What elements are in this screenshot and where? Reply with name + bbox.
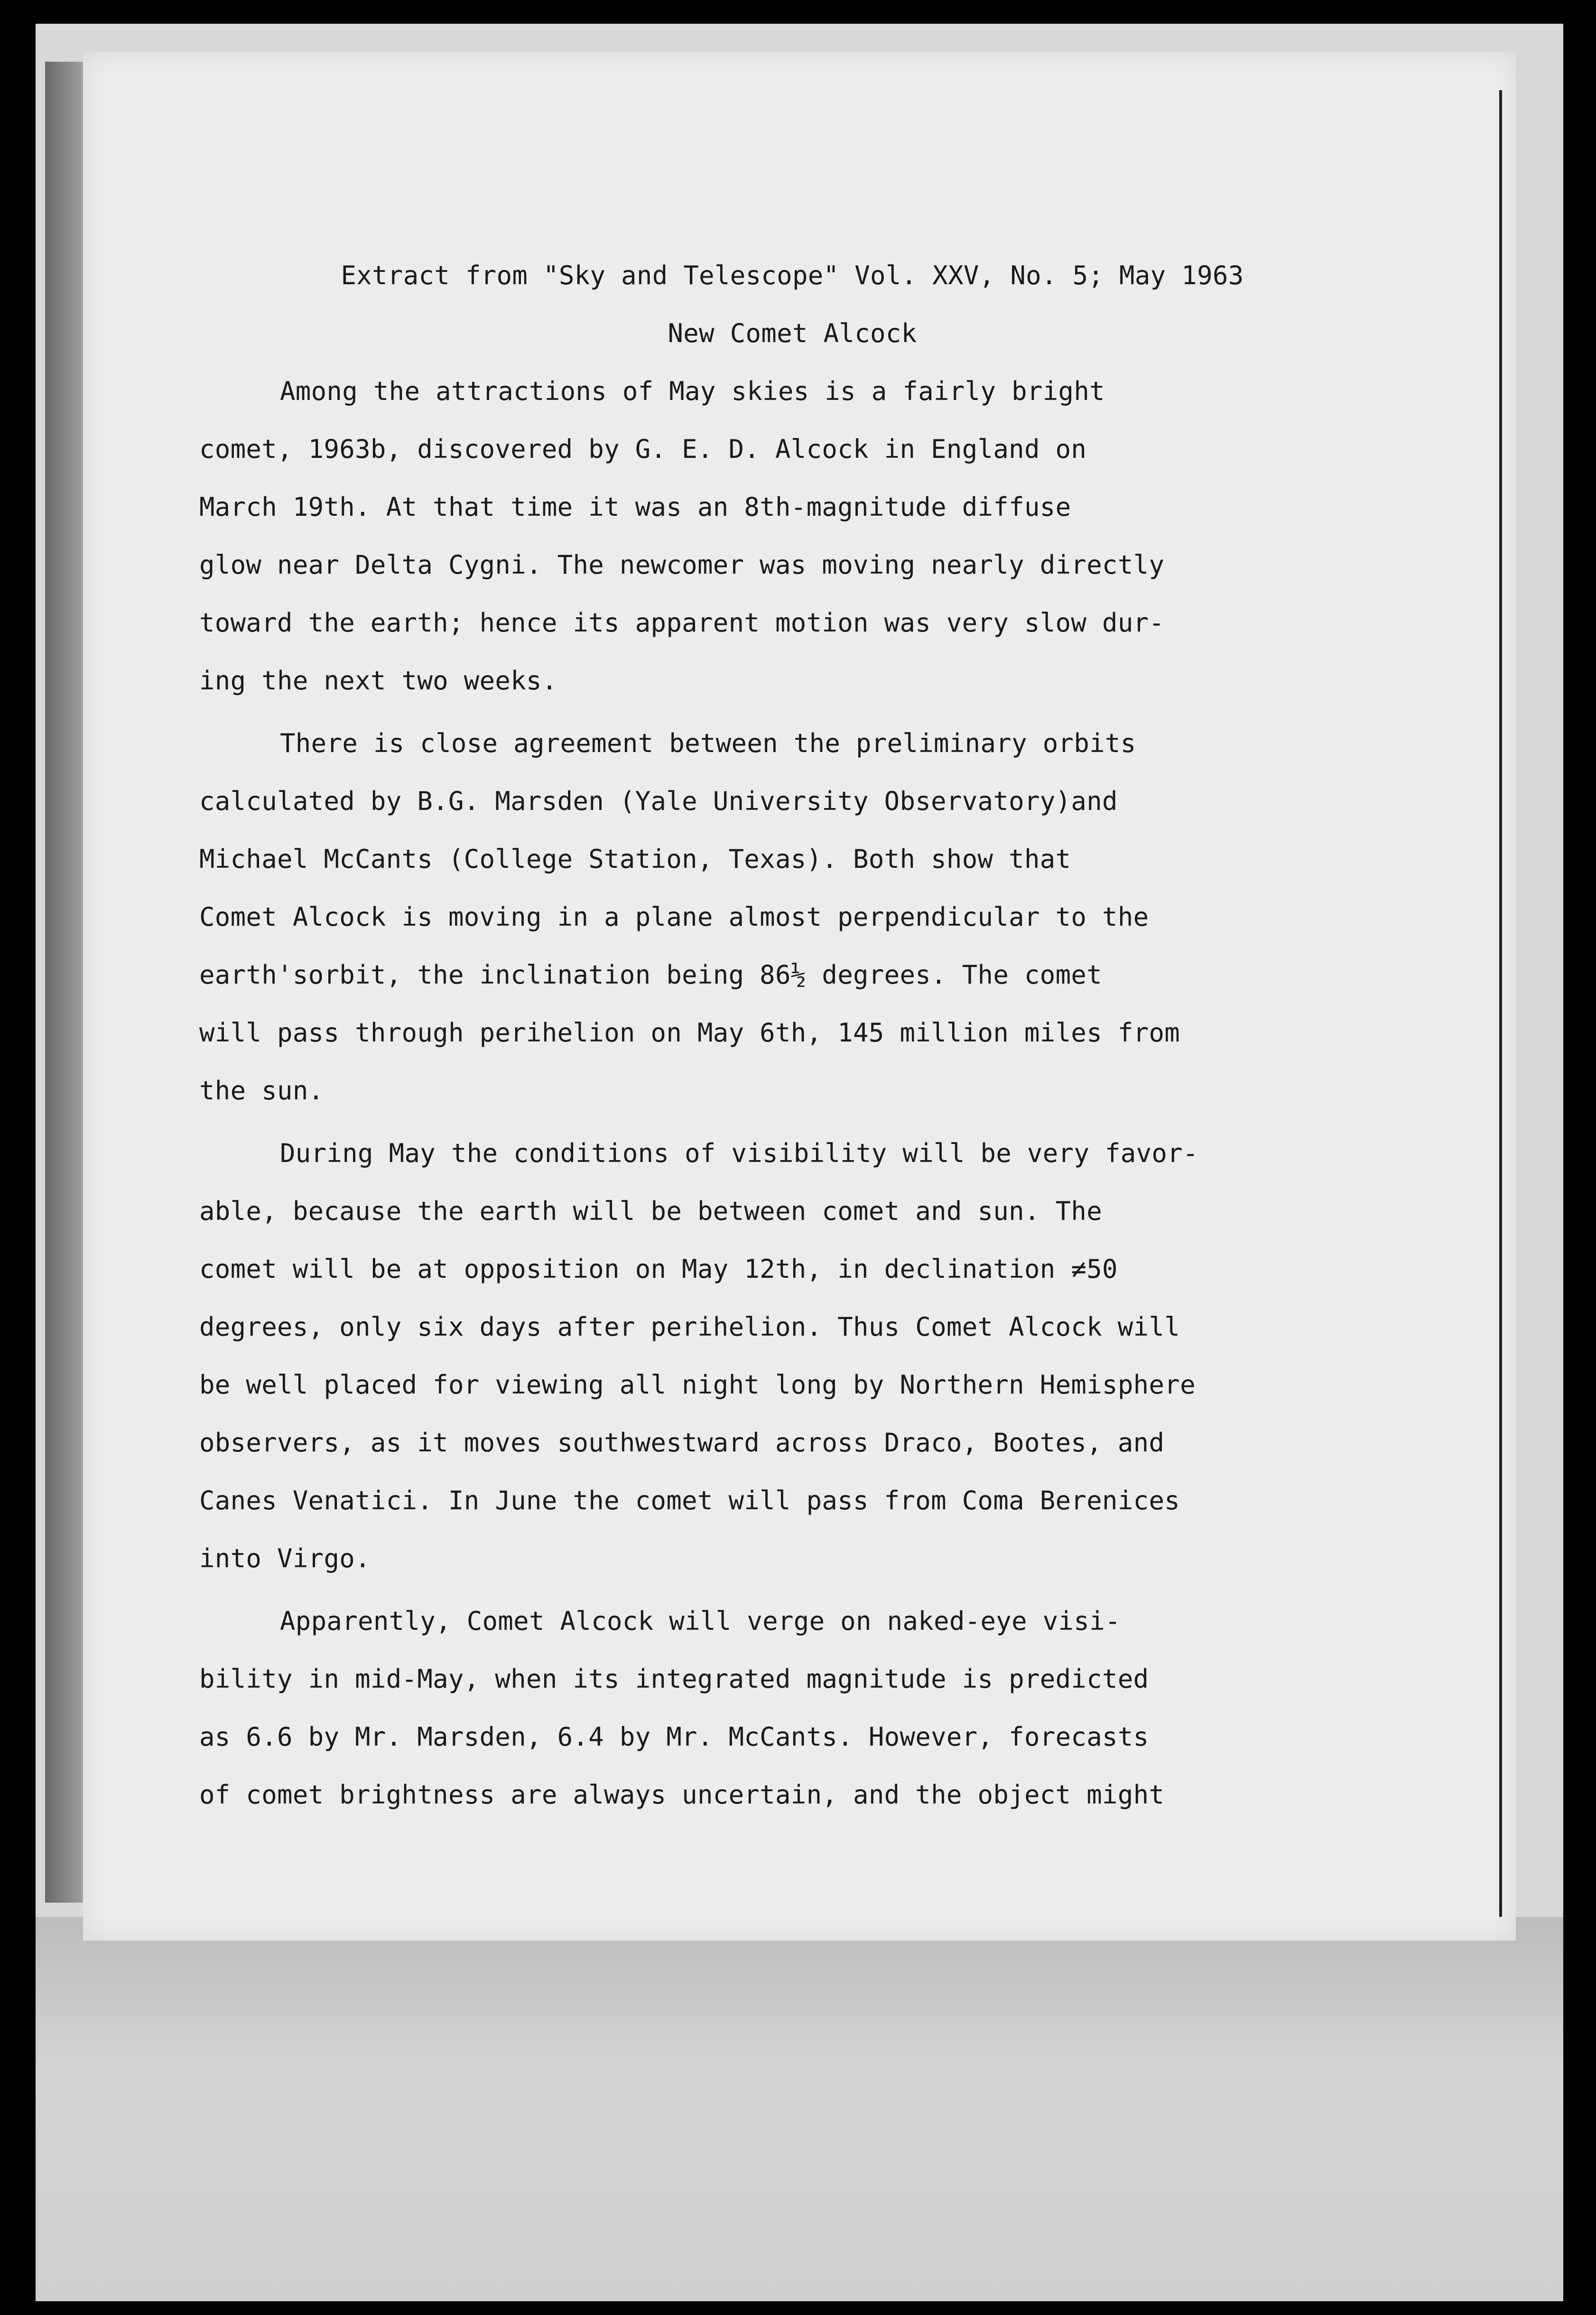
source-line: Extract from "Sky and Telescope" Vol. XXV, No. 5; May 1963: [341, 260, 1244, 290]
document-text: [199, 247, 1385, 1824]
paragraph-1: Among the attractions of May skies is a fairly bright comet, 1963b, discovered by G. E. D. Alcock in England on March 19th. At that time it was an 8th-magnitude diffuse glow near Delta Cygni. The newcomer was moving nearly directly toward the earth; hence its apparent motion was very slow dur- ing the next two weeks.: [199, 376, 1165, 696]
paragraph-4: Apparently, Comet Alcock will verge on naked-eye visi- bility in mid-May, when its integrated magnitude is predicted as 6.6 by Mr. Marsden, 6.4 by Mr. McCants. However, forecasts of comet brightness are always uncertain, and the object might: [199, 1606, 1165, 1810]
article-title: New Comet Alcock: [668, 318, 917, 348]
backing-lower-band: [36, 1917, 1563, 2301]
paragraph-3: During May the conditions of visibility will be very favor- able, because the earth will be between comet and sun. The comet will be at opposition on May 12th, in declination ≠50 degrees, only six days after perihelion. Thus Comet Alcock will be well placed for viewing all night long by Northern Hemisphere observers, as it moves southwestward across Draco, Bootes, and Canes Venatici. In June the comet will pass from Coma Berenices into Virgo.: [199, 1138, 1198, 1573]
page-edge-line: [1499, 90, 1502, 1917]
paragraph-2: There is close agreement between the preliminary orbits calculated by B.G. Marsden (Yale University Observatory)and Michael McCants (College Station, Texas). Both show that Comet Alcock is moving in a plane almost perpendicular to the earth'sorbit, the inclination being 86½ degrees. The comet will pass through perihelion on May 6th, 145 million miles from the sun.: [199, 728, 1180, 1106]
